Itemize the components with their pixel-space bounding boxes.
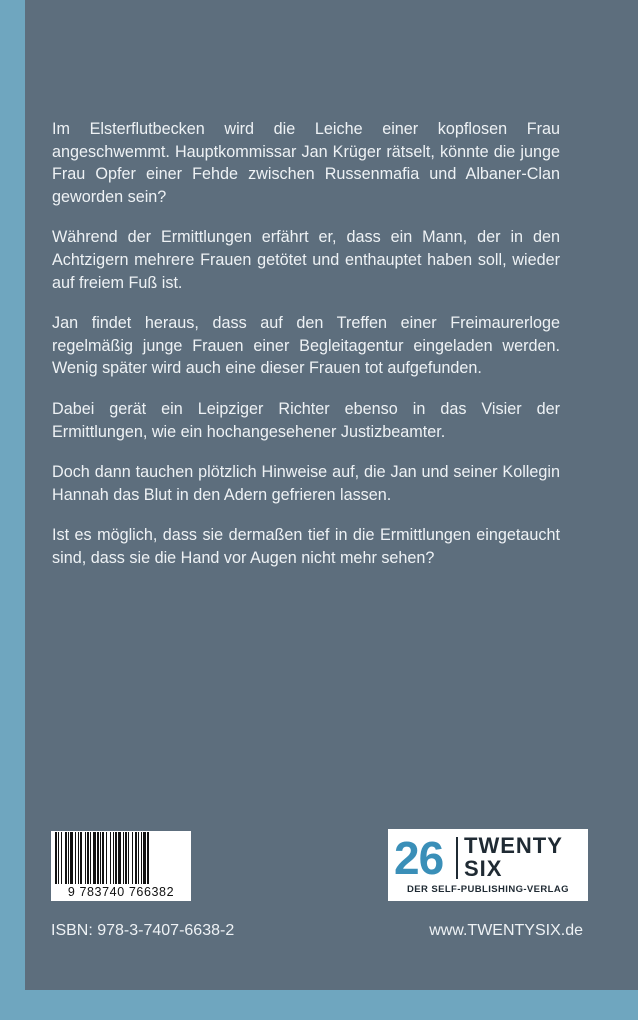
publisher-logo bbox=[388, 829, 588, 901]
publisher-url: www.TWENTYSIX.de bbox=[429, 922, 583, 939]
logo-number: 26 bbox=[394, 832, 444, 884]
logo-word-line2: SIX bbox=[464, 856, 503, 881]
blurb-paragraph: Dabei gerät ein Leipziger Richter ebenso in das Visier der Ermittlungen, wie ein hochangesehener Justizbeamter. bbox=[52, 399, 560, 441]
isbn-text: ISBN: 978-3-7407-6638-2 bbox=[51, 922, 235, 939]
blurb-paragraph: Während der Ermittlungen erfährt er, dass ein Mann, der in den Achtzigern mehrere Frauen getötet und enthauptet haben soll, wieder auf freiem Fuß ist. bbox=[52, 228, 560, 292]
barcode-number: 9 783740 766382 bbox=[67, 885, 175, 899]
logo-divider bbox=[456, 837, 458, 879]
blurb-paragraph: Ist es möglich, dass sie dermaßen tief in die Ermittlungen eingetaucht sind, dass sie die Hand vor Augen nicht mehr sehen? bbox=[52, 526, 560, 567]
logo-word-line1: TWENTY bbox=[464, 833, 563, 858]
isbn-barcode bbox=[51, 831, 191, 901]
blurb-paragraph: Im Elsterflutbecken wird die Leiche einer kopflosen Frau angeschwemmt. Hauptkommissar Jan Krüger rätselt, könnte die junge Frau Opfer einer Fehde zwischen Russenmafia und Albaner-Clan geworden sein? bbox=[52, 120, 560, 206]
barcode-bars-icon bbox=[53, 832, 189, 884]
logo-tagline: DER SELF-PUBLISHING-VERLAG bbox=[407, 884, 569, 895]
blurb-paragraph: Jan findet heraus, dass auf den Treffen einer Freimaurerloge regelmäßig junge Frauen einer Begleitagentur eingeladen werden. Wenig später wird auch eine dieser Frauen tot aufgefunden. bbox=[52, 314, 560, 378]
blurb-text bbox=[52, 118, 560, 588]
blurb-paragraph: Doch dann tauchen plötzlich Hinweise auf, die Jan und seiner Kollegin Hannah das Blut in den Adern gefrieren lassen. bbox=[52, 463, 560, 504]
